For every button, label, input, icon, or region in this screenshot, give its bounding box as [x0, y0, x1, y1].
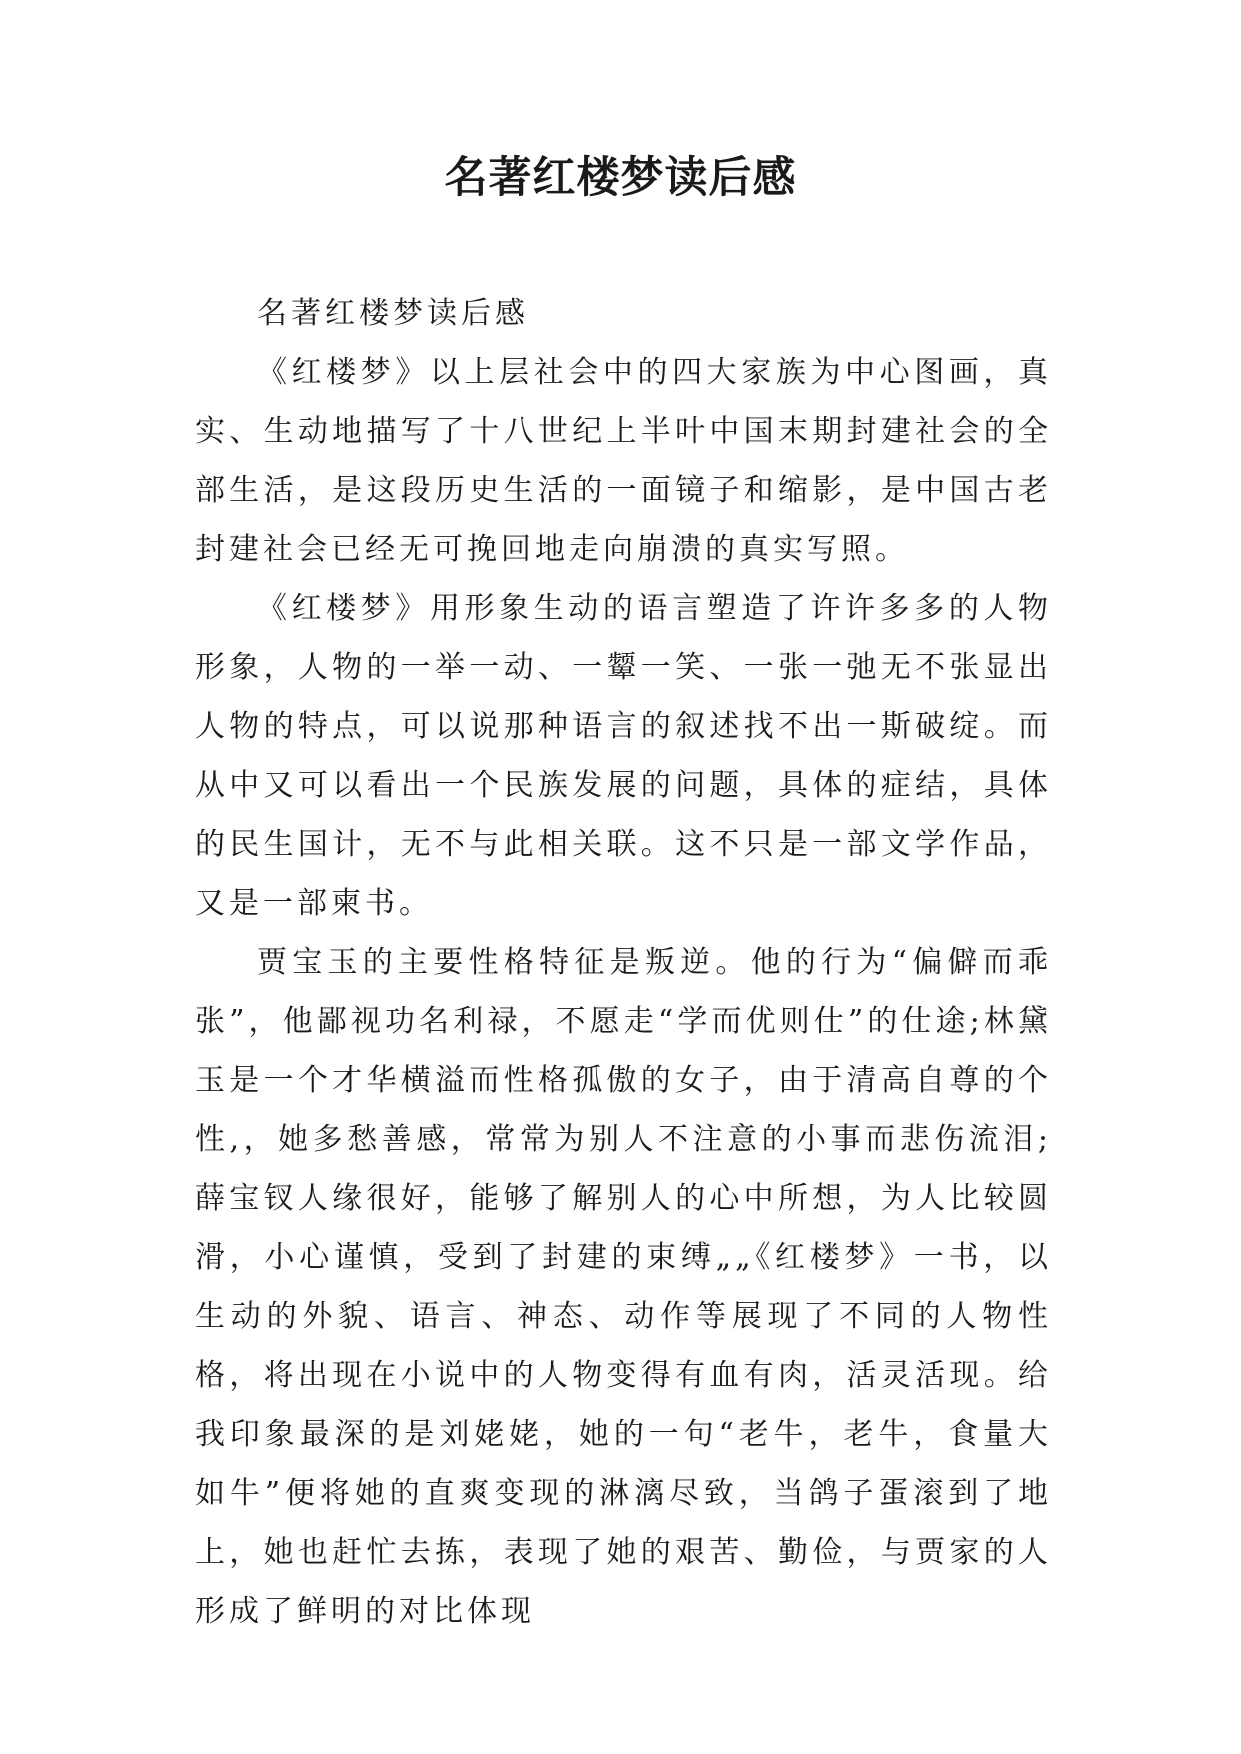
paragraph-1: 《红楼梦》以上层社会中的四大家族为中心图画，真实、生动地描写了十八世纪上半叶中国末期封建社会的全部生活，是这段历史生活的一面镜子和缩影，是中国古老封建社会已经无可挽回地走向崩溃的真实写照。: [195, 355, 1052, 567]
paragraph-2: 《红楼梦》用形象生动的语言塑造了许许多多的人物形象，人物的一举一动、一颦一笑、一张一弛无不张显出人物的特点，可以说那种语言的叙述找不出一斯破绽。而从中又可以看出一个民族发展的问题，具体的症结，具体的民生国计，无不与此相关联。这不只是一部文学作品，又是一部柬书。: [195, 591, 1052, 921]
document-body: [195, 284, 1052, 1641]
document-title: 名著红楼梦读后感: [444, 153, 797, 203]
paragraph-3: 贾宝玉的主要性格特征是叛逆。他的行为“偏僻而乖张”，他鄙视功名利禄，不愿走“学而优则仕”的仕途;林黛玉是一个才华横溢而性格孤傲的女子，由于清高自尊的个性,，她多愁善感，常常为别人不注意的小事而悲伤流泪;薛宝钗人缘很好，能够了解别人的心中所想，为人比较圆滑，小心谨慎，受到了封建的束缚„„《红楼梦》一书，以生动的外貌、语言、神态、动作等展现了不同的人物性格，将出现在小说中的人物变得有血有肉，活灵活现。给我印象最深的是刘姥姥，她的一句“老牛，老牛，食量大如牛”便将她的直爽变现的淋漓尽致，当鸽子蛋滚到了地上，她也赶忙去拣，表现了她的艰苦、勤俭，与贾家的人形成了鲜明的对比体现: [195, 945, 1052, 1629]
paragraph-subtitle: 名著红楼梦读后感: [257, 296, 529, 331]
